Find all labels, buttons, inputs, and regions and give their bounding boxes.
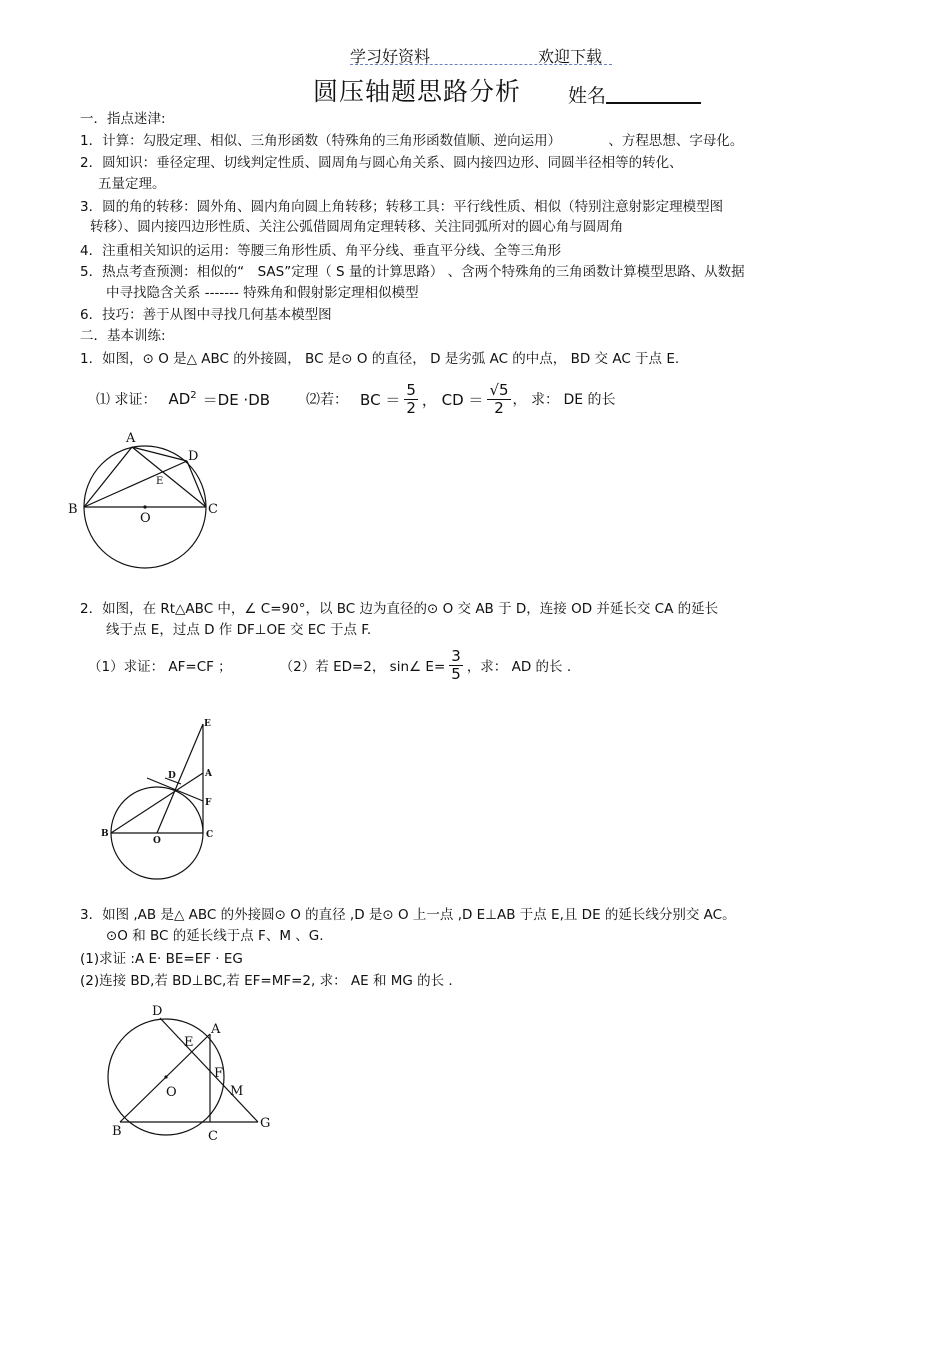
problem1-cd-num: √5 [489,380,509,399]
problem2-q2: （2）若 ED=2， sin∠ E= [279,659,446,675]
tip-1: 1．计算：勾股定理、相似、三角形函数（特殊角的三角形函数值顺、逆向运用） 、方程思想、字母化。 [80,133,744,149]
fig3-label-f: F [214,1066,224,1081]
problem1-q1-expr-b: ＝DE ·DB [202,390,271,409]
fig2-label-e: E [204,719,211,729]
fig2-line-oe [157,724,203,833]
fig3-label-m: M [230,1084,244,1099]
page-title: 圆压轴题思路分析 [313,77,522,106]
fig2-label-b: B [101,829,109,839]
problem2-q1: （1）求证： AF=CF ； [88,659,232,675]
fig2-label-c: C [206,830,214,840]
problem1-bc-num: 5 [406,380,416,399]
problem1-cd-fraction [487,382,510,417]
problem1-stem: 1．如图，⊙ O 是△ ABC 的外接圆， BC 是⊙ O 的直径， D 是劣弧 AC 的中点， BD 交 AC 于点 E. [80,351,680,367]
problem3-stem-2: ⊙O 和 BC 的延长线于点 F、M 、G. [106,928,324,944]
fig1-label-b: B [68,502,78,517]
fig3-label-g: G [260,1116,271,1131]
tip-3: 3．圆的角的转移：圆外角、圆内角向圆上角转移；转移工具：平行线性质、相似（特别注意射影定理模型图 [80,199,724,215]
fig1-label-d: D [188,449,199,464]
problem1-bc-den: 2 [406,398,416,417]
fig1-center-dot [143,505,146,508]
header-divider [350,64,612,65]
name-label: 姓名 [568,85,607,107]
fig3-label-c: C [208,1129,218,1144]
problem2-ask: ，求： AD 的长 . [466,659,572,675]
problem2-stem-2: 线于点 E，过点 D 作 DF⊥OE 交 EC 于点 F. [106,622,372,638]
fig1-label-o: O [140,511,151,526]
fig3-line-dg [160,1018,258,1122]
fig3-label-d: D [152,1004,163,1019]
fig2-label-f: F [205,798,212,808]
header-right: 欢迎下载 [538,47,603,66]
problem1-q1-expr-a: AD [168,390,191,408]
problem3-q1: (1)求证 :A E· BE=EF · EG [80,951,243,967]
figure-3 [100,998,280,1148]
figure-1 [60,425,230,575]
problem1-q2-label: ⑵若： [306,392,349,408]
fig2-label-a: A [205,769,212,779]
tip-2-cont: 五量定理。 [98,176,166,192]
fig1-label-e: E [156,476,164,487]
tip-5-cont: 中寻找隐含关系 ------- 特殊角和假射影定理相似模型 [106,285,419,301]
tip-3-cont: 转移）、圆内接四边形性质、关注公弧借圆周角定理转移、关注同弧所对的圆心角与圆周角 [90,219,624,235]
fig1-label-c: C [208,502,218,517]
fig2-label-o: O [153,836,161,846]
problem3-stem-1: 3．如图 ,AB 是△ ABC 的外接圆⊙ O 的直径 ,D 是⊙ O 上一点 ,D E⊥AB 于点 E,且 DE 的延长线分别交 AC。 [80,907,736,923]
problem3-q2: (2)连接 BD,若 BD⊥BC,若 EF=MF=2, 求： AE 和 MG 的长 . [80,973,453,989]
problem2-sin-den: 5 [451,664,461,683]
fig2-label-d: D [168,771,176,781]
figure-2 [95,712,230,882]
problem1-cd: ， CD ＝ [421,390,484,409]
problem1-questions [96,376,616,422]
problem1-bc-fraction [404,382,418,417]
fig3-label-o: O [166,1085,177,1100]
tip-2: 2．圆知识：垂径定理、切线判定性质、圆周角与圆心角关系、圆内接四边形、同圆半径相等的转化、 [80,155,683,171]
fig1-segment-bd [84,461,187,507]
section2-heading: 二．基本训练: [80,328,166,344]
problem1-ask: ， 求： DE 的长 [512,392,616,408]
tip-6: 6．技巧：善于从图中寻找几何基本模型图 [80,307,332,323]
problem2-stem-1: 2．如图，在 Rt△ABC 中，∠ C=90°，以 BC 边为直径的⊙ O 交 AB 于 D，连接 OD 并延长交 CA 的延长 [80,601,719,617]
tip-5: 5．热点考查预测：相似的“ SAS”定理（ S 量的计算思路） 、含两个特殊角的三角函数计算模型思路、从数据 [80,264,745,280]
fig1-segment-dc [187,461,206,507]
problem2-questions [88,642,571,688]
fig3-center-dot [164,1075,167,1078]
problem2-sin-num: 3 [451,646,461,665]
fig3-label-e: E [184,1035,194,1050]
header-left: 学习好资料 [350,47,431,66]
problem1-bc: BC ＝ [360,390,401,409]
section1-heading: 一．指点迷津: [80,111,166,127]
problem1-cd-den: 2 [494,398,504,417]
problem2-sin-fraction [449,648,463,683]
problem1-q1-label: ⑴ 求证： [96,392,157,408]
fig3-label-b: B [112,1124,122,1139]
fig3-label-a: A [211,1022,221,1037]
fig1-label-a: A [126,431,136,446]
problem1-q1-expr-sup: 2 [190,389,197,401]
name-blank [606,102,701,104]
tip-4: 4．注重相关知识的运用：等腰三角形性质、角平分线、垂直平分线、全等三角形 [80,243,562,259]
